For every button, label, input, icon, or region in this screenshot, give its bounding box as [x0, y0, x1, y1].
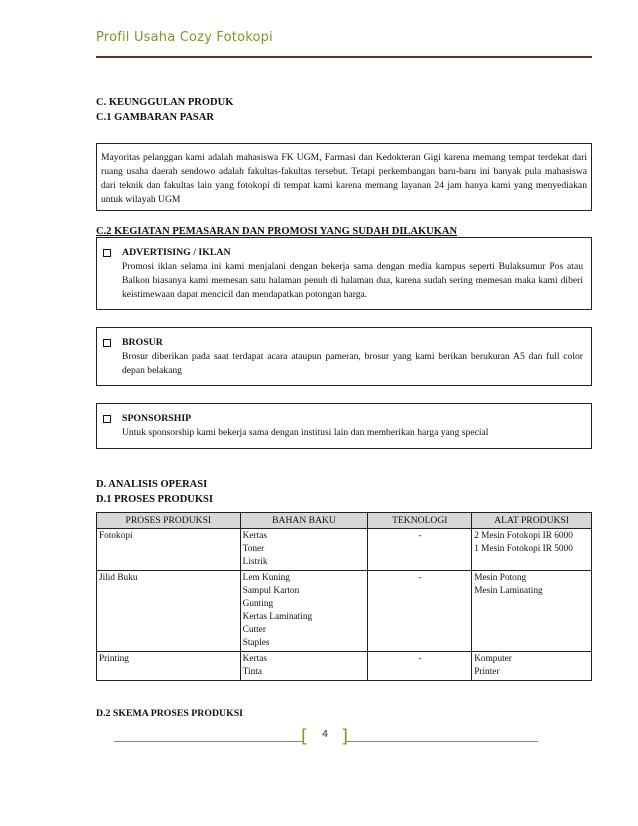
cell-proses: Printing — [97, 652, 241, 681]
cell-alat — [472, 652, 592, 681]
promo-item-advertising — [96, 237, 592, 310]
market-overview-text: Mayoritas pelanggan kami adalah mahasiswa FK UGM, Farmasi dan Kedokteran Gigi karena memang tempat terdekat dari ruang usaha daerah sendowo adalah fakultas-fakultas tersebut. Tetapi perkembangan baru-baru ini banyak pula mahasiswa dari teknik dan fakultas lain yang fotokopi di tempat kami karena memang layanan 24 jam hanya kami yang menyediakan untuk wilayah UGM — [101, 152, 587, 205]
checkbox-icon — [103, 415, 111, 423]
alat-item: Komputer — [474, 654, 512, 664]
promo-item-brosur — [96, 327, 592, 386]
column-header: BAHAN BAKU — [240, 513, 368, 529]
bahan-item: Gunting — [242, 599, 274, 609]
footer-divider-right — [346, 741, 538, 742]
bahan-item: Lem Kuning — [242, 573, 290, 583]
market-overview-box — [96, 143, 592, 211]
table-row — [97, 571, 592, 652]
cell-proses: Fotokopi — [97, 529, 241, 571]
bahan-item: Toner — [242, 544, 265, 554]
promo-title: ADVERTISING / IKLAN — [122, 247, 231, 258]
checkbox-icon — [103, 339, 111, 347]
alat-item: 2 Mesin Fotokopi IR 6000 — [474, 531, 573, 541]
promo-body: Untuk sponsorship kami bekerja sama dengan institusi lain dan memberikan harga yang special — [122, 427, 489, 438]
cell-alat — [472, 529, 592, 571]
alat-item: Printer — [474, 667, 500, 677]
bahan-item: Listrik — [242, 557, 268, 567]
header-divider — [96, 56, 592, 58]
cell-teknologi: - — [368, 529, 472, 571]
promo-title: BROSUR — [122, 337, 163, 348]
section-c-heading: C. KEUNGGULAN PRODUK — [96, 97, 234, 108]
alat-item: Mesin Laminating — [474, 586, 543, 596]
column-header: TEKNOLOGI — [368, 513, 472, 529]
table-row — [97, 529, 592, 571]
section-d1-heading: D.1 PROSES PRODUKSI — [96, 494, 213, 505]
promo-item-sponsorship — [96, 403, 592, 449]
section-d-heading: D. ANALISIS OPERASI — [96, 479, 208, 490]
column-header: PROSES PRODUKSI — [97, 513, 241, 529]
column-header: ALAT PRODUKSI — [472, 513, 592, 529]
promo-body: Promosi iklan selama ini kami menjalani dengan bekerja sama dengan media kampus seperti Bulaksumur Pos atau Balkon biasanya kami memesan satu halaman penuh di halaman dua, karena sudah sering memesan maka kami diberi keistimewaan dapat mencicil dan mendapatkan potongan harga. — [122, 261, 583, 300]
bahan-item: Kertas — [242, 531, 267, 541]
section-c1-heading: C.1 GAMBARAN PASAR — [96, 112, 214, 123]
cell-proses: Jilid Buku — [97, 571, 241, 652]
promo-body: Brosur diberikan pada saat terdapat acara ataupun pameran, brosur yang kami berikan berukuran A5 dan full color depan belakang — [122, 351, 583, 376]
alat-item: 1 Mesin Fotokopi IR 5000 — [474, 544, 573, 554]
right-bracket-icon: ] — [341, 726, 349, 747]
bahan-item: Sampul Karton — [242, 586, 300, 596]
promo-title: SPONSORSHIP — [122, 413, 192, 424]
page-number: 4 — [321, 729, 329, 740]
table-header-row — [97, 513, 592, 529]
bahan-item: Cutter — [242, 625, 266, 635]
bahan-item: Staples — [242, 638, 270, 648]
table-row — [97, 652, 592, 681]
cell-bahan — [240, 529, 368, 571]
left-bracket-icon: [ — [301, 726, 309, 747]
cell-teknologi: - — [368, 652, 472, 681]
bahan-item: Kertas — [242, 654, 267, 664]
cell-bahan — [240, 652, 368, 681]
checkbox-icon — [103, 249, 111, 257]
alat-item: Mesin Potong — [474, 573, 527, 583]
bahan-item: Tinta — [242, 667, 262, 677]
section-d2-heading: D.2 SKEMA PROSES PRODUKSI — [96, 708, 243, 719]
cell-teknologi: - — [368, 571, 472, 652]
production-process-table — [96, 512, 592, 681]
cell-alat — [472, 571, 592, 652]
section-c2-heading: C.2 KEGIATAN PEMASARAN DAN PROMOSI YANG SUDAH DILAKUKAN — [96, 226, 458, 237]
bahan-item: Kertas Laminating — [242, 612, 313, 622]
cell-bahan — [240, 571, 368, 652]
footer-divider-left — [114, 741, 304, 742]
page-header-title: Profil Usaha Cozy Fotokopi — [96, 30, 273, 45]
